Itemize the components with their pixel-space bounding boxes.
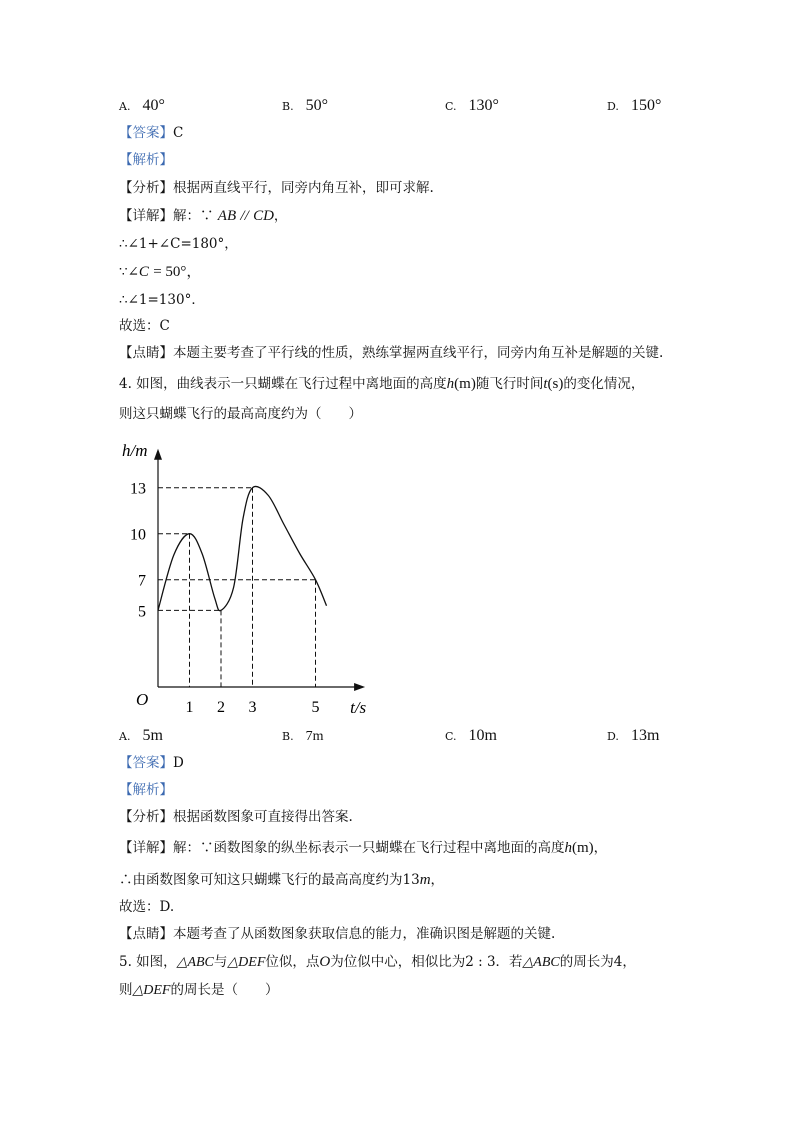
q4-option-d: D. 13m bbox=[607, 727, 660, 744]
chart-curve-series bbox=[158, 486, 327, 610]
q5-stem-line2: 则△DEF的周长是（ ） bbox=[119, 982, 279, 998]
q4-option-c: C. 10m bbox=[445, 727, 497, 744]
option-c: C. 130° bbox=[445, 97, 499, 114]
x-tick-label: 5 bbox=[311, 699, 320, 716]
y-tick-label: 10 bbox=[130, 526, 146, 544]
x-tick-label: 1 bbox=[185, 699, 194, 716]
y-tick-label: 13 bbox=[130, 480, 146, 498]
q3-step-3: ∴∠1=130°． bbox=[119, 292, 205, 308]
q4-stem-line2: 则这只蝴蝶飞行的最高高度约为（ ） bbox=[119, 406, 362, 422]
x-tick-label: 2 bbox=[217, 699, 225, 716]
y-axis-arrow bbox=[154, 449, 162, 460]
q4-detail: 【详解】解：∵函数图象的纵坐标表示一只蝴蝶在飞行过程中离地面的高度h(m)， bbox=[119, 840, 608, 856]
q3-answer: 【答案】C bbox=[119, 125, 184, 141]
q3-analysis-heading: 【解析】 bbox=[119, 152, 173, 168]
q4-stem-line1: 4. 如图，曲线表示一只蝴蝶在飞行过程中离地面的高度h(m)随飞行时间t(s)的变化情况， bbox=[119, 376, 645, 392]
q4-dianjing: 【点睛】本题考查了从函数图象获取信息的能力，准确识图是解题的关键. bbox=[119, 926, 556, 942]
chart-axes bbox=[154, 449, 365, 691]
q5-stem-line1: 5. 如图，△ABC与△DEF位似，点O为位似中心，相似比为2 : 3．若△ABC的周长为4， bbox=[119, 954, 636, 970]
q3-step-1: ∴∠1+∠C=180°， bbox=[119, 236, 238, 252]
q4-option-b: B. 7m bbox=[282, 729, 324, 744]
q3-dianjing: 【点睛】本题主要考查了平行线的性质，熟练掌握两直线平行，同旁内角互补是解题的关键. bbox=[119, 345, 664, 361]
option-b: B. 50° bbox=[282, 97, 328, 114]
option-d: D. 150° bbox=[607, 97, 662, 114]
q4-step-1: ∴由函数图象可知这只蝴蝶飞行的最高高度约为13m， bbox=[119, 872, 445, 888]
q3-choose: 故选：C bbox=[119, 318, 170, 334]
y-axis-label: h/m bbox=[122, 441, 148, 460]
q4-option-a: A. 5m bbox=[119, 727, 163, 744]
q4-fenxi: 【分析】根据函数图象可直接得出答案. bbox=[119, 809, 353, 825]
y-tick-label: 5 bbox=[138, 603, 146, 621]
height-time-chart bbox=[110, 432, 410, 722]
q4-analysis-heading: 【解析】 bbox=[119, 782, 173, 798]
x-axis-arrow bbox=[354, 683, 365, 691]
x-tick-label: 3 bbox=[248, 699, 257, 716]
q3-fenxi: 【分析】根据两直线平行，同旁内角互补，即可求解. bbox=[119, 180, 434, 196]
y-tick-label: 7 bbox=[138, 572, 146, 590]
chart-guides bbox=[158, 488, 316, 687]
option-a: A. 40° bbox=[119, 97, 165, 114]
x-axis-label: t/s bbox=[350, 698, 367, 717]
q3-step-2: ∵∠C = 50°， bbox=[119, 264, 202, 280]
q4-choose: 故选：D. bbox=[119, 899, 175, 915]
origin-label: O bbox=[136, 690, 149, 709]
q4-answer: 【答案】D bbox=[119, 755, 184, 771]
q3-detail: 【详解】解：∵ AB // CD， bbox=[119, 208, 288, 224]
